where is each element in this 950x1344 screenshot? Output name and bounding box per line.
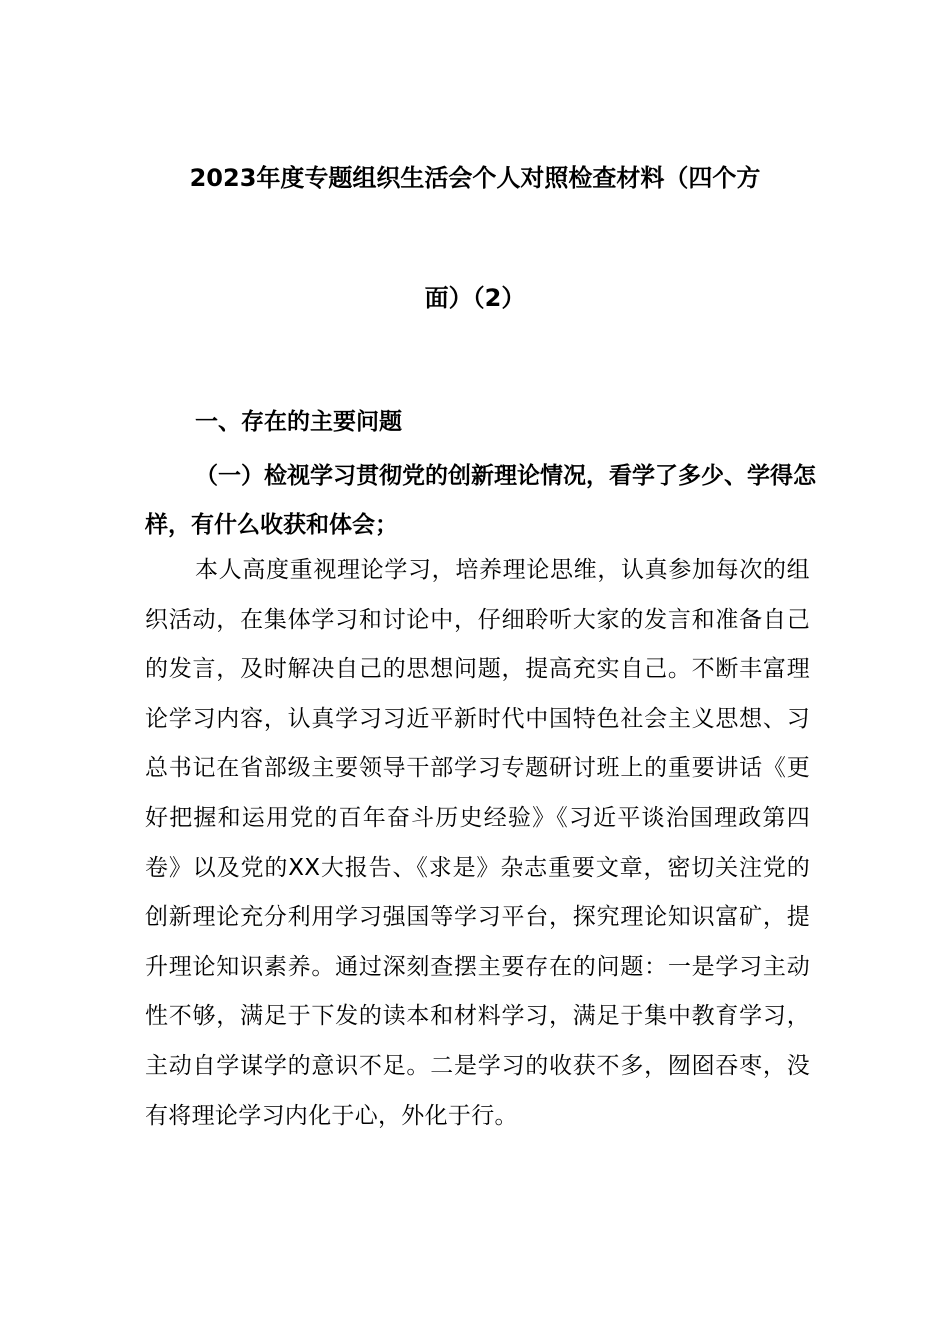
document-title-line-2: 面）（2） <box>424 284 526 312</box>
section-heading: 一、存在的主要问题 <box>195 409 402 435</box>
document-title-line-1: 2023年度专题组织生活会个人对照检查材料（四个方 <box>189 164 761 192</box>
body-paragraph: 本人高度重视理论学习，培养理论思维，认真参加每次的组织活动，在集体学习和讨论中，仔细聆听大家的发言和准备自己的发言，及时解决自己的思想问题，提高充实自己。不断丰富理论学习内容，认真学习习近平新时代中国特色社会主义思想、习总书记在省部级主要领导干部学习专题研讨班上的重要讲话《更好把握和运用党的百年奋斗历史经验》《习近平谈治国理政第四卷》以及党的XX大报告、《求是》杂志重要文章，密切关注党的创新理论充分利用学习强国等学习平台，探究理论知识富矿，提升理论知识素养。通过深刻查摆主要存在的问题：一是学习主动性不够，满足于下发的读本和材料学习，满足于集中教育学习，主动自学谋学的意识不足。二是学习的收获不多，囫囵吞枣，没有将理论学习内化于心，外化于行。 <box>145 557 810 1129</box>
subsection-heading: （一）检视学习贯彻党的创新理论情况，看学了多少、学得怎样，有什么收获和体会； <box>145 463 816 538</box>
